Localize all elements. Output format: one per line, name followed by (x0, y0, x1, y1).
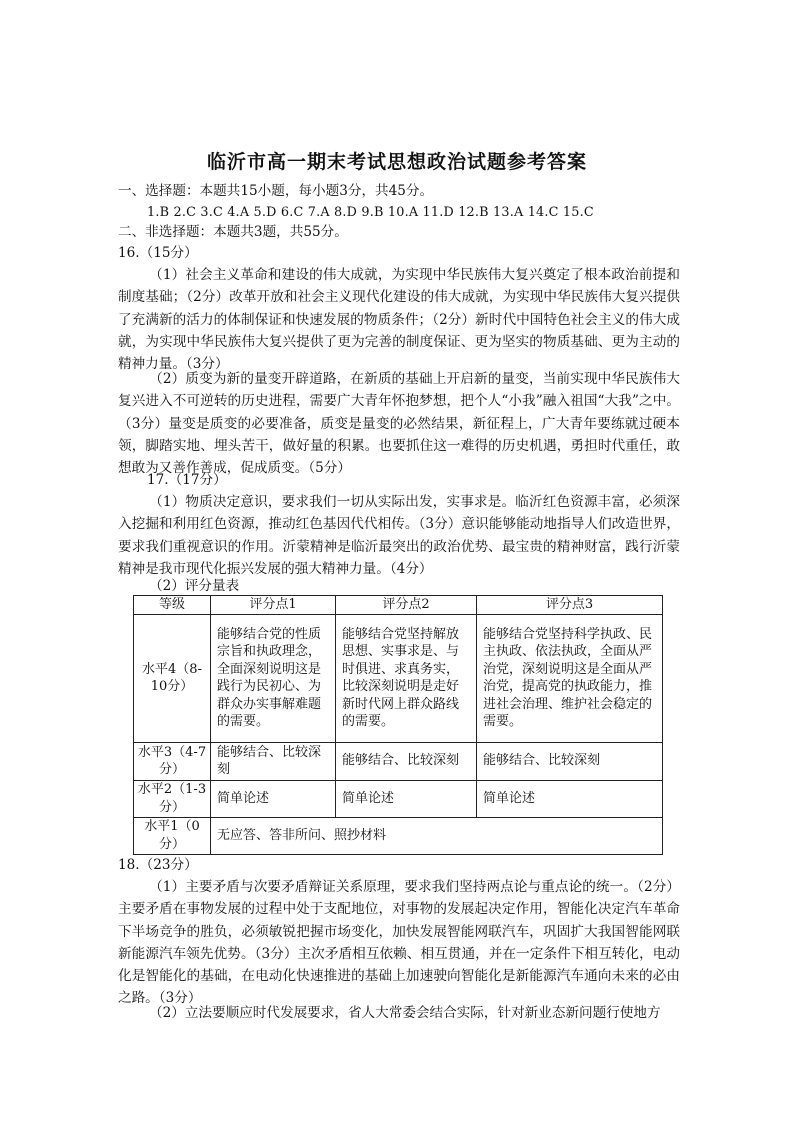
rubric-row-level3 (134, 742, 663, 780)
q17-heading: 17.（17分） (147, 472, 227, 488)
rubric-level-cell: 水平1（0分） (134, 817, 211, 854)
q18-part1 (118, 876, 680, 1010)
q16-part1 (118, 264, 680, 375)
rubric-level-cell: 水平4（8-10分） (134, 614, 211, 742)
rubric-cell: 简单论述 (477, 780, 663, 817)
section-2-heading: 二、非选择题：本题共3题，共55分。 (118, 224, 348, 240)
rubric-header-level: 等级 (134, 596, 211, 615)
q16-part1-text: （1）社会主义革命和建设的伟大成就，为实现中华民族伟大复兴奠定了根本政治前提和制度基础；（2分）改革开放和社会主义现代化建设的伟大成就，为实现中华民族伟大复兴提供了充满新的活力的体制保证和快速发展的物质条件；（2分）新时代中国特色社会主义的伟大成就，为实现中华民族伟大复兴提供了更为完善的制度保证、更为坚实的物质基础、更为主动的精神力量。（3分） (118, 267, 680, 373)
rubric-cell: 能够结合、比较深刻 (477, 742, 663, 780)
rubric-cell: 能够结合、比较深刻 (211, 742, 336, 780)
rubric-header-row (134, 596, 663, 615)
q17-part1-text: （1）物质决定意识，要求我们一切从实际出发，实事求是。临沂红色资源丰富，必须深入挖掘和利用红色资源，推动红色基因代代相传。（3分）意识能够能动地指导人们改造世界，要求我们重视意识的作用。沂蒙精神是临沂最突出的政治优势、最宝贵的精神财富，践行沂蒙精神是我市现代化振兴发展的强大精神力量。（4分） (118, 494, 680, 577)
rubric-cell: 能够结合、比较深刻 (336, 742, 477, 780)
q18-heading: 18.（23分） (118, 857, 198, 873)
page-title: 临沂市高一期末考试思想政治试题参考答案 (206, 151, 587, 173)
rubric-header-point1: 评分点1 (211, 596, 336, 615)
q16-part2 (118, 368, 680, 479)
rubric-cell: 简单论述 (211, 780, 336, 817)
q16-heading: 16.（15分） (118, 245, 198, 261)
q18-part2 (118, 1002, 680, 1024)
section-1-heading: 一、选择题：本题共15小题，每小题3分，共45分。 (118, 183, 434, 199)
rubric-cell: 能够结合党的性质宗旨和执政理念，全面深刻说明这是践行为民初心、为群众办实事解难题的需要。 (211, 614, 336, 742)
q18-part2-text: （2）立法要顺应时代发展要求，省人大常委会结合实际，针对新业态新问题行使地方 (149, 1005, 661, 1021)
rubric-merged-cell: 无应答、答非所问、照抄材料 (211, 817, 663, 854)
q17-part2-label: （2）评分量表 (149, 578, 240, 594)
q16-part2-text: （2）质变为新的量变开辟道路，在新质的基础上开启新的量变，当前实现中华民族伟大复兴进入不可逆转的历史进程，需要广大青年怀抱梦想，把个人“小我”融入祖国“大我”之中。（3分）量变是质变的必要准备，质变是量变的必然结果，新征程上，广大青年要练就过硬本领，脚踏实地、埋头苦干，做好量的积累。也要抓住这一难得的历史机遇，勇担时代重任，敢想敢为又善作善成，促成质变。（5分） (118, 371, 680, 477)
rubric-table (133, 595, 663, 855)
rubric-row-level2 (134, 780, 663, 817)
rubric-header-point3: 评分点3 (477, 596, 663, 615)
rubric-level-cell: 水平2（1-3分） (134, 780, 211, 817)
q18-part1-text: （1）主要矛盾与次要矛盾辩证关系原理，要求我们坚持两点论与重点论的统一。（2分）主要矛盾在事物发展的过程中处于支配地位，对事物的发展起决定作用，智能化决定汽车革命下半场竞争的胜负，必须敏锐把握市场变化，加快发展智能网联汽车，巩固扩大我国智能网联新能源汽车领先优势。（3分）主次矛盾相互依赖、相互贯通，并在一定条件下相互转化，电动化是智能化的基础，在电动化快速推进的基础上加速驶向智能化是新能源汽车通向未来的必由之路。（3分） (118, 879, 680, 1007)
choice-answers: 1.B 2.C 3.C 4.A 5.D 6.C 7.A 8.D 9.B 10.A 11.D 12.B 13.A 14.C 15.C (147, 205, 594, 220)
rubric-level-cell: 水平3（4-7分） (134, 742, 211, 780)
rubric-cell: 能够结合党坚持解放思想、实事求是、与时俱进、求真务实，比较深刻说明是走好新时代网上群众路线的需要。 (336, 614, 477, 742)
rubric-cell: 能够结合党坚持科学执政、民主执政、依法执政，全面从严治党，深刻说明这是全面从严治党，提高党的执政能力，推进社会治理、维护社会稳定的需要。 (477, 614, 663, 742)
rubric-row-level1 (134, 817, 663, 854)
q17-part1 (118, 491, 680, 580)
rubric-header-point2: 评分点2 (336, 596, 477, 615)
rubric-cell: 简单论述 (336, 780, 477, 817)
rubric-row-level4 (134, 614, 663, 742)
